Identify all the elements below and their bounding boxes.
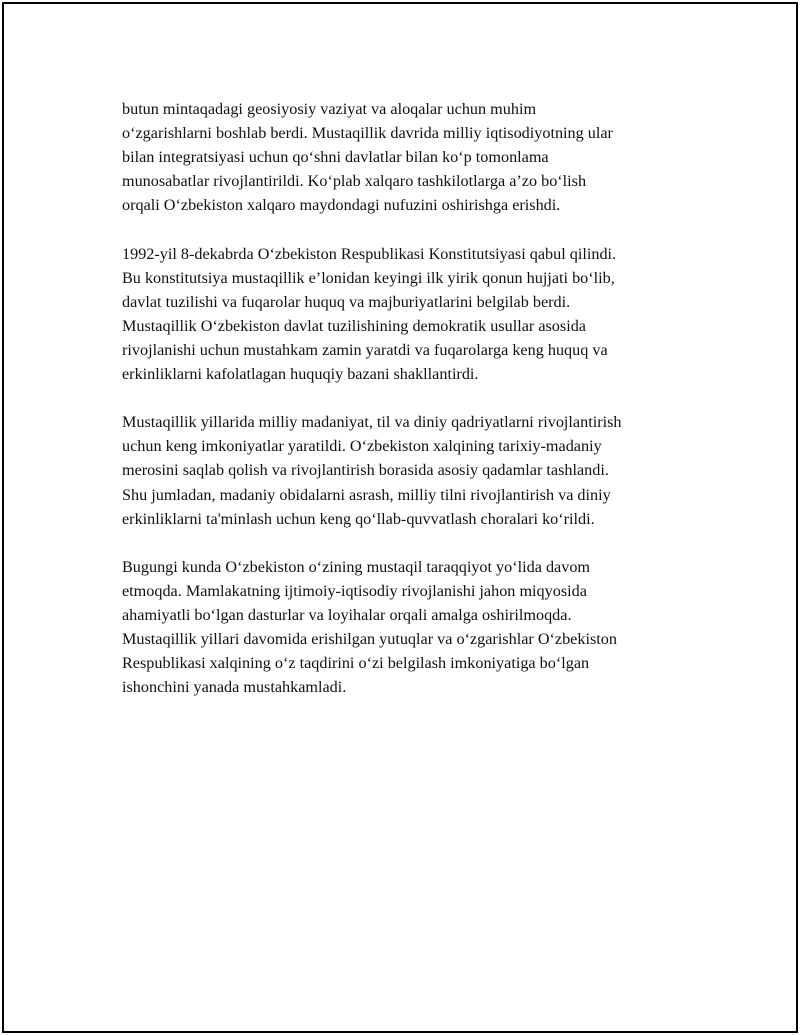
paragraph-2 bbox=[122, 242, 697, 387]
text-line: Bugungi kunda O‘zbekiston o‘zining mustaqil taraqqiyot yo‘lida davom bbox=[122, 557, 591, 576]
document-body bbox=[122, 97, 697, 723]
text-line: ishonchini yanada mustahkamladi. bbox=[122, 678, 347, 697]
text-line: Mustaqillik yillarida milliy madaniyat, til va diniy qadriyatlarni rivojlantirish bbox=[122, 413, 622, 432]
paragraph-1 bbox=[122, 97, 697, 217]
text-line: merosini saqlab qolish va rivojlantirish borasida asosiy qadamlar tashlandi. bbox=[122, 461, 609, 480]
paragraph-4 bbox=[122, 555, 697, 700]
text-line: etmoqda. Mamlakatning ijtimoiy-iqtisodiy rivojlanishi jahon miqyosida bbox=[122, 581, 587, 600]
text-line: bilan integratsiyasi uchun qo‘shni davlatlar bilan ko‘p tomonlama bbox=[122, 148, 549, 167]
text-line: munosabatlar rivojlantirildi. Ko‘plab xalqaro tashkilotlarga a’zo bo‘lish bbox=[122, 172, 587, 191]
text-line: o‘zgarishlarni boshlab berdi. Mustaqillik davrida milliy iqtisodiyotning ular bbox=[122, 124, 613, 143]
text-line: butun mintaqadagi geosiyosiy vaziyat va aloqalar uchun muhim bbox=[122, 100, 537, 118]
text-line: 1992-yil 8-dekabrda O‘zbekiston Respublikasi Konstitutsiyasi qabul qilindi. bbox=[122, 244, 617, 263]
page-frame bbox=[2, 2, 798, 1033]
text-line: Respublikasi xalqining o‘z taqdirini o‘zi belgilash imkoniyatiga bo‘lgan bbox=[122, 654, 590, 673]
text-line: erkinliklarni ta'minlash uchun keng qo‘llab-quvvatlash choralari ko‘rildi. bbox=[122, 509, 595, 528]
paragraph-3 bbox=[122, 410, 697, 530]
text-line: Shu jumladan, madaniy obidalarni asrash, milliy tilni rivojlantirish va diniy bbox=[122, 485, 611, 504]
text-line: rivojlanishi uchun mustahkam zamin yaratdi va fuqarolarga keng huquq va bbox=[122, 340, 608, 359]
text-line: davlat tuzilishi va fuqarolar huquq va majburiyatlarini belgilab berdi. bbox=[122, 292, 571, 311]
text-line: orqali O‘zbekiston xalqaro maydondagi nufuzini oshirishga erishdi. bbox=[122, 196, 561, 215]
text-line: erkinliklarni kafolatlagan huquqiy bazani shakllantirdi. bbox=[122, 365, 479, 384]
text-line: uchun keng imkoniyatlar yaratildi. O‘zbekiston xalqining tarixiy-madaniy bbox=[122, 437, 602, 456]
text-line: ahamiyatli bo‘lgan dasturlar va loyihalar orqali amalga oshirilmoqda. bbox=[122, 605, 572, 624]
text-line: Mustaqillik yillari davomida erishilgan yutuqlar va o‘zgarishlar O‘zbekiston bbox=[122, 630, 617, 649]
text-line: Mustaqillik O‘zbekiston davlat tuzilishining demokratik usullar asosida bbox=[122, 316, 586, 335]
text-line: Bu konstitutsiya mustaqillik e’lonidan keyingi ilk yirik qonun hujjati bo‘lib, bbox=[122, 268, 615, 287]
